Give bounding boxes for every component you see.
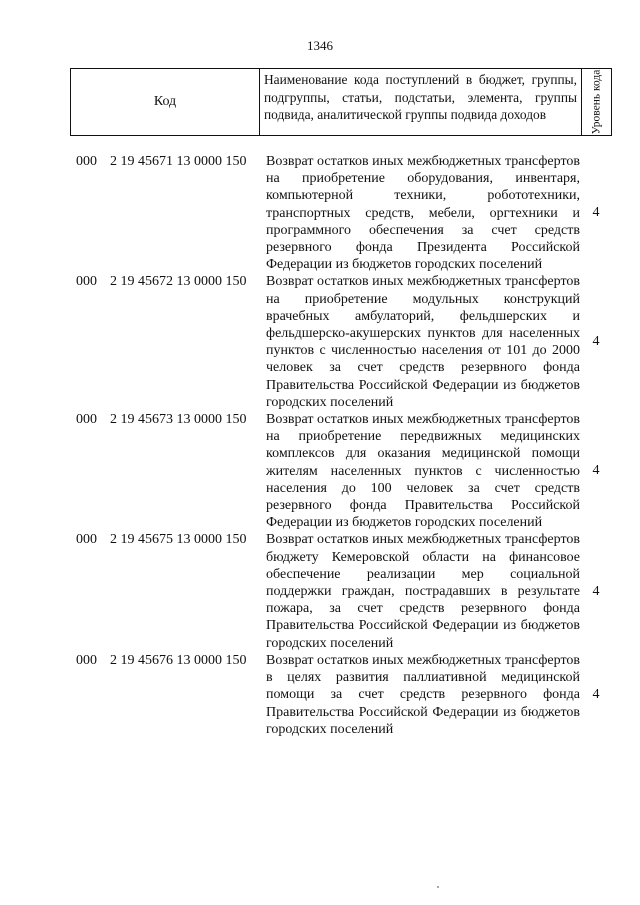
header-name: Наименование кода поступлений в бюджет, группы, подгруппы, статьи, подстатьи, элемента, группы подвида, аналитической группы подвида доходов: [260, 69, 582, 135]
scan-speck: [437, 886, 439, 888]
row-level: 4: [592, 686, 600, 702]
row-code: 2 19 45672 13 0000 150: [110, 274, 247, 290]
row-code: 2 19 45675 13 0000 150: [110, 532, 247, 548]
row-level: 4: [592, 205, 600, 221]
row-name: Возврат остатков иных межбюджетных трансфертов в целях развития паллиативной медицинской помощи за счет средств резервного фонда Правительства Российской Федерации из бюджетов городских поселений: [266, 652, 580, 737]
row-level: 4: [592, 334, 600, 350]
row-level: 4: [592, 463, 600, 479]
table-row: [70, 273, 612, 411]
row-prefix: 000: [76, 532, 97, 548]
header-level: [582, 69, 611, 135]
row-prefix: 000: [76, 412, 97, 428]
row-prefix: 000: [76, 652, 97, 668]
table-row: [70, 531, 612, 651]
header-code: Код: [71, 69, 260, 135]
row-name: Возврат остатков иных межбюджетных трансфертов бюджету Кемеровской области на финансовое обеспечение реализации мер социальной поддержки граждан, пострадавших в результате пожара, за счет средств резервного фонда Правительства Российской Федерации из бюджетов городских поселений: [266, 532, 580, 651]
row-name: Возврат остатков иных межбюджетных трансфертов на приобретение оборудования, инвентаря, компьютерной техники, робототехники, транспортных средств, мебели, оргтехники и программного обеспечения за счет средств резервного фонда Президента Российской Федерации из бюджетов городских поселений: [266, 154, 580, 273]
table-row: [70, 411, 612, 531]
row-name: Возврат остатков иных межбюджетных трансфертов на приобретение модульных конструкций врачебных амбулаторий, фельдшерских и фельдшерско-акушерских пунктов для населенных пунктов с численностью населения от 101 до 2000 человек за счет средств резервного фонда Правительства Российской Федерации из бюджетов городских поселений: [266, 274, 580, 410]
table-row: [70, 153, 612, 273]
table-row: [70, 652, 612, 738]
row-level: 4: [592, 583, 600, 599]
row-prefix: 000: [76, 154, 97, 169]
row-code: 2 19 45673 13 0000 150: [110, 412, 247, 428]
row-code: 2 19 45671 13 0000 150: [110, 154, 247, 169]
row-code: 2 19 45676 13 0000 150: [110, 652, 247, 668]
row-name: Возврат остатков иных межбюджетных трансфертов на приобретение передвижных медицинских комплексов для оказания медицинской помощи жителям населенных пунктов с численностью населения до 100 человек за счет средств резервного фонда Правительства Российской Федерации из бюджетов городских поселений: [266, 412, 580, 531]
table-body: [70, 153, 612, 738]
table-header: [70, 68, 612, 136]
page-number: 1346: [307, 38, 333, 53]
header-level-label: Уровень кода: [590, 69, 602, 135]
row-prefix: 000: [76, 274, 97, 290]
